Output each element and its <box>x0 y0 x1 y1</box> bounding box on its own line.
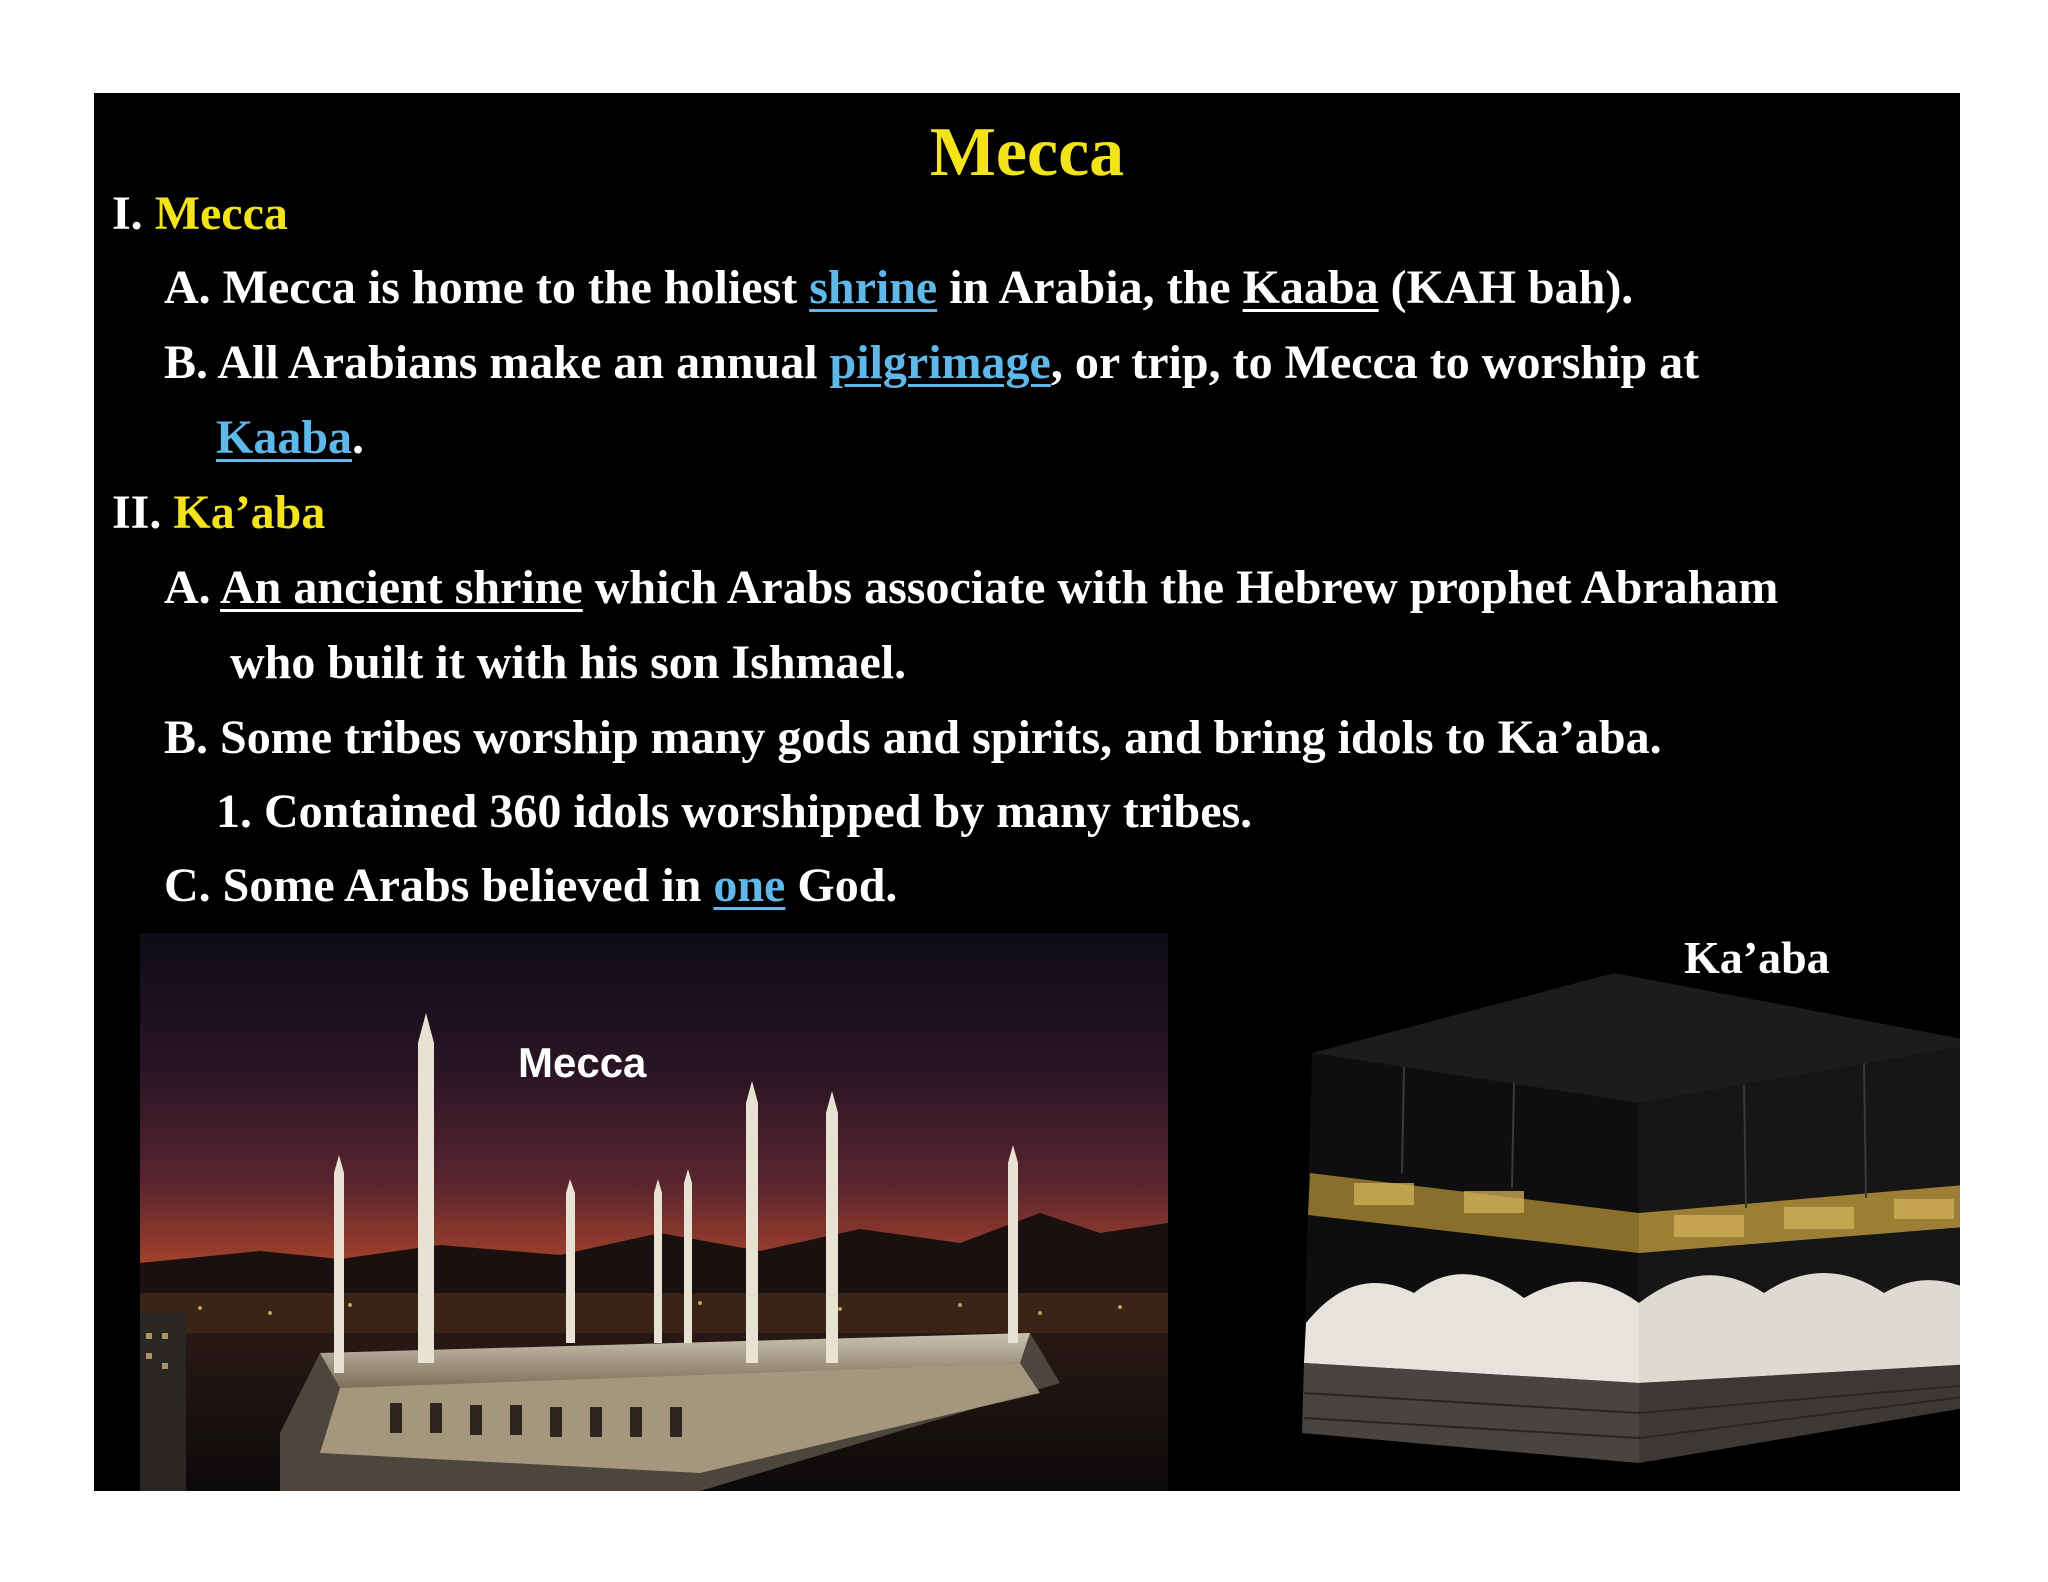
item-1b: B. All Arabians make an annual pilgrimage, or trip, to Mecca to worship at <box>164 336 1700 389</box>
item-2b-1: 1. Contained 360 idols worshipped by many tribes. <box>216 785 1253 838</box>
term-kaaba: Kaaba <box>1242 261 1379 314</box>
item-2c: C. Some Arabs believed in one God. <box>164 859 898 912</box>
term-shrine: shrine <box>809 261 938 314</box>
slide <box>94 93 1960 1491</box>
term-pilgrimage: pilgrimage <box>829 336 1051 389</box>
term-ancient-shrine: An ancient shrine <box>220 561 583 614</box>
term-kaaba-blue: Kaaba <box>216 411 353 464</box>
kaaba-illustration <box>1294 963 1960 1473</box>
section-1-title: Mecca <box>154 187 288 240</box>
item-1a: A. Mecca is home to the holiest shrine in Arabia, the Kaaba (KAH bah). <box>164 261 1634 314</box>
slide-title: Mecca <box>929 114 1125 191</box>
kaaba-photo-caption: Ka’aba <box>1684 932 1830 983</box>
mecca-photo-caption: Mecca <box>518 1039 647 1086</box>
mecca-photo <box>140 933 1168 1491</box>
term-one: one <box>713 859 786 912</box>
item-1b-cont: Kaaba. <box>216 411 365 464</box>
mosque-illustration <box>140 933 1168 1491</box>
section-2-roman: II. <box>112 486 162 539</box>
section-1-roman: I. <box>112 187 143 240</box>
section-2-heading <box>112 484 325 542</box>
kaaba-photo <box>1294 963 1960 1473</box>
item-2a: A. An ancient shrine which Arabs associate with the Hebrew prophet Abraham <box>164 561 1779 614</box>
item-2b: B. Some tribes worship many gods and spirits, and bring idols to Ka’aba. <box>164 711 1662 764</box>
section-1-heading <box>112 185 288 243</box>
item-2a-cont: who built it with his son Ishmael. <box>230 636 907 689</box>
section-2-title: Ka’aba <box>173 486 326 539</box>
